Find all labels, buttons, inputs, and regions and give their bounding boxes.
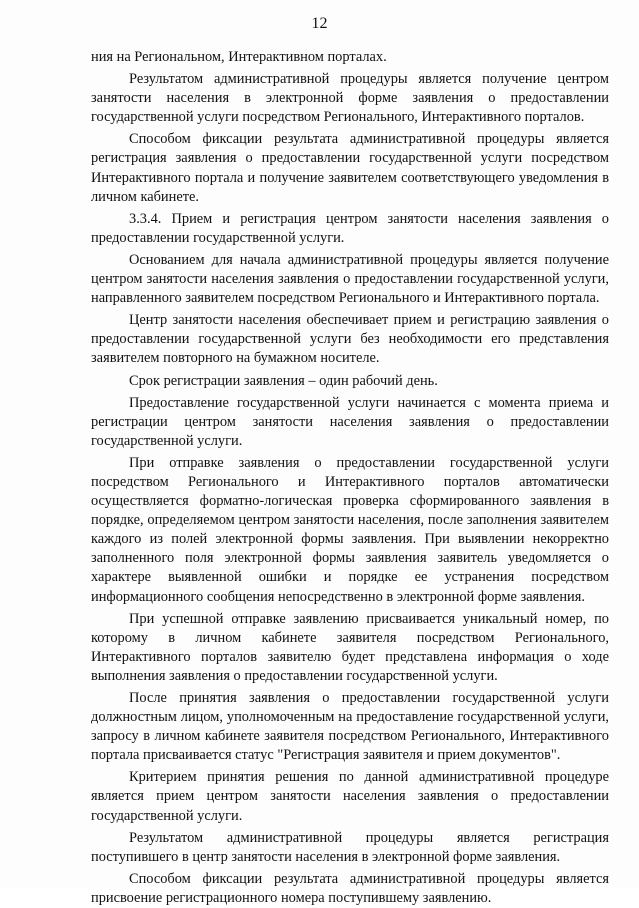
paragraph: Результатом административной процедуры является регистрация поступившего в центр занятости населения в электронной форме заявления. [91, 829, 609, 865]
paragraph: При отправке заявления о предоставлении государственной услуги посредством Регионального и Интерактивного порталов автоматически осуществляется форматно-логическая проверка сформированного заявления в порядке, определяемом центром занятости населения, после заполнения заявителем каждого из полей электронной формы заявления. При выявлении некорректно заполненного поля электронной формы заявления заявитель уведомляется о характере выявленной ошибки и порядке ее устранения посредством информационного сообщения непосредственно в электронной форме заявления. [91, 454, 609, 605]
paragraph: При успешной отправке заявлению присваивается уникальный номер, по которому в личном кабинете заявителя посредством Регионального, Интерактивного порталов заявителю будет представлена информация о ходе выполнения заявления о предоставлении государственной услуги. [91, 610, 609, 684]
paragraph: Результатом административной процедуры является получение центром занятости населения в электронной форме заявления о предоставлении государственной услуги посредством Регионального, Интерактивного порталов. [91, 71, 609, 126]
section-heading-paragraph: 3.3.4. Прием и регистрация центром занятости населения заявления о предоставлении государственной услуги. [91, 210, 609, 246]
paragraph: ния на Региональном, Интерактивном порталах. [91, 49, 387, 65]
paragraph: Способом фиксации результата административной процедуры является регистрация заявления о предоставлении государственной услуги посредством Интерактивного портала и получение заявителем соответствующего уведомления в личном кабинете. [91, 131, 609, 205]
paragraph: Предоставление государственной услуги начинается с момента приема и регистрации центром занятости населения заявления о предоставлении государственной услуги. [91, 394, 609, 449]
paragraph: Центр занятости населения обеспечивает прием и регистрацию заявления о предоставлении государственной услуги без необходимости его представления заявителем повторного на бумажном носителе. [91, 312, 609, 367]
paragraph: Критерием принятия решения по данной административной процедуре является прием центром занятости населения заявления о предоставлении государственной услуги. [91, 769, 609, 824]
paragraph: Срок регистрации заявления – один рабочий день. [129, 372, 438, 389]
page-number: 12 [311, 15, 328, 32]
paragraph: Способом фиксации результата административной процедуры является присвоение регистрационного номера поступившему заявлению. [91, 870, 609, 906]
document-body [91, 48, 609, 908]
paragraph: После принятия заявления о предоставлении государственной услуги должностным лицом, уполномоченным на предоставление государственной услуги, запросу в личном кабинете заявителя посредством Регионального, Интерактивного портала присваивается статус "Регистрация заявителя и прием документов". [91, 690, 609, 764]
paragraph: Основанием для начала административной процедуры является получение центром занятости населения заявления о предоставлении государственной услуги, направленного заявителем посредством Регионального и Интерактивного портала. [91, 251, 609, 307]
